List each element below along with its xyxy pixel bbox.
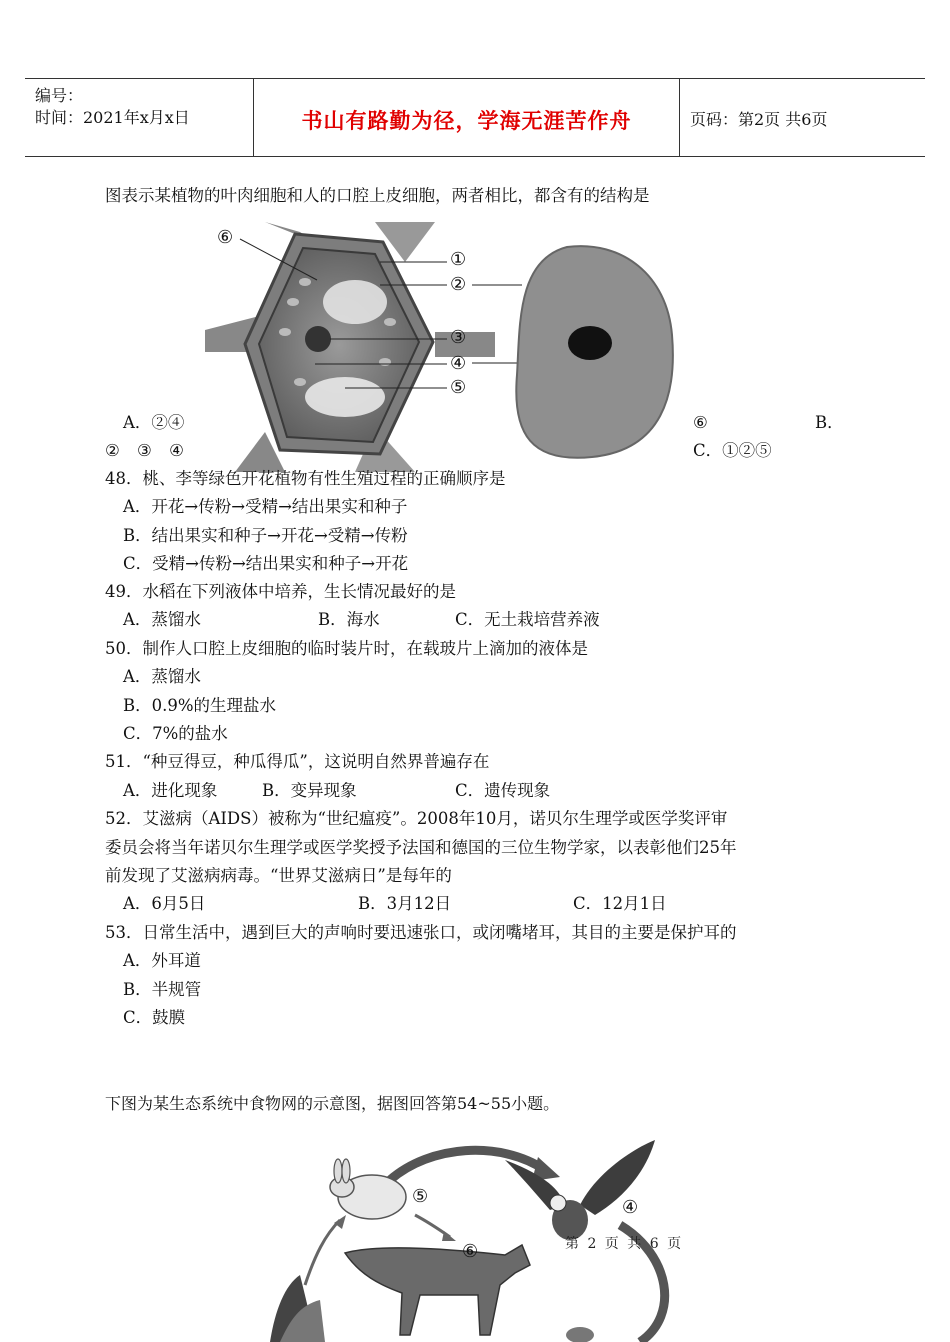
foodweb-label-4: ④ — [622, 1197, 639, 1218]
q48-option-c: C．受精→传粉→结出果实和种子→开花 — [123, 554, 409, 573]
q53-option-b: B．半规管 — [123, 980, 202, 999]
q48-stem: 48．桃、李等绿色开花植物有性生殖过程的正确顺序是 — [105, 469, 506, 488]
q51-option-a: A．进化现象 — [123, 781, 218, 800]
q51-option-b: B．变异现象 — [262, 781, 357, 800]
motto: 书山有路勤为径，学海无涯苦作舟 — [301, 108, 632, 133]
q47-option-a-cont: ⑥ — [693, 413, 708, 432]
q50-option-b: B．0.9%的生理盐水 — [123, 696, 277, 715]
q47-option-b: B． — [815, 413, 844, 432]
q53-option-c: C．鼓膜 — [123, 1008, 186, 1027]
q51-option-c: C．遗传现象 — [455, 781, 551, 800]
q47-option-c: C．①②⑤ — [693, 441, 772, 460]
q50-option-a: A．蒸馏水 — [123, 667, 201, 686]
q53-stem: 53．日常生活中，遇到巨大的声响时要迅速张口，或闭嘴堵耳，其目的主要是保护耳的 — [105, 923, 737, 942]
label-2: ② — [450, 274, 467, 295]
page-number-label: 页码：第2页 共6页 — [690, 110, 828, 129]
page-footer: 第 2 页 共 6 页 — [565, 1236, 684, 1252]
q49-option-a: A．蒸馏水 — [123, 610, 201, 629]
q52-line3: 前发现了艾滋病病毒。“世界艾滋病日”是每年的 — [105, 866, 452, 885]
q47-option-b-cont: ② ③ ④ — [105, 441, 184, 460]
q52-option-a: A．6月5日 — [123, 894, 206, 913]
label-1: ① — [450, 249, 467, 270]
q50-option-c: C．7%的盐水 — [123, 724, 228, 743]
header-motto-cell — [254, 79, 680, 156]
page-header — [25, 78, 925, 157]
time-label: 时间：2021年x月x日 — [35, 108, 190, 127]
label-4: ④ — [450, 353, 467, 374]
label-5: ⑤ — [450, 377, 467, 398]
q52-option-b: B．3月12日 — [358, 894, 452, 913]
q48-option-a: A．开花→传粉→受精→结出果实和种子 — [123, 497, 408, 516]
label-3: ③ — [450, 327, 467, 348]
q53-option-a: A．外耳道 — [123, 951, 201, 970]
q50-stem: 50．制作人口腔上皮细胞的临时装片时，在载玻片上滴加的液体是 — [105, 639, 588, 658]
q51-stem: 51．“种豆得豆，种瓜得瓜”，这说明自然界普遍存在 — [105, 752, 490, 771]
q49-option-b: B．海水 — [318, 610, 380, 629]
q52-line2: 委员会将当年诺贝尔生理学或医学奖授予法国和德国的三位生物学家，以表彰他们25年 — [105, 838, 737, 857]
foodweb-intro: 下图为某生态系统中食物网的示意图，据图回答第54~55小题。 — [105, 1094, 560, 1113]
foodweb-label-6: ⑥ — [462, 1241, 479, 1262]
q47-option-a: A．②④ — [123, 413, 185, 432]
q49-stem: 49．水稻在下列液体中培养，生长情况最好的是 — [105, 582, 456, 601]
q48-option-b: B．结出果实和种子→开花→受精→传粉 — [123, 526, 408, 545]
cheek-cell-figure — [472, 235, 682, 465]
q52-option-c: C．12月1日 — [573, 894, 667, 913]
foodweb-label-5: ⑤ — [412, 1186, 429, 1207]
label-6: ⑥ — [217, 227, 234, 248]
header-info-cell — [25, 79, 254, 156]
q49-option-c: C．无土栽培营养液 — [455, 610, 600, 629]
q47-stem: 图表示某植物的叶肉细胞和人的口腔上皮细胞，两者相比，都含有的结构是 — [105, 186, 650, 205]
header-page-cell — [680, 79, 925, 156]
serial-label: 编号： — [35, 86, 84, 105]
q52-line1: 52．艾滋病（AIDS）被称为“世纪瘟疫”。2008年10月，诺贝尔生理学或医学奖评审 — [105, 809, 728, 828]
